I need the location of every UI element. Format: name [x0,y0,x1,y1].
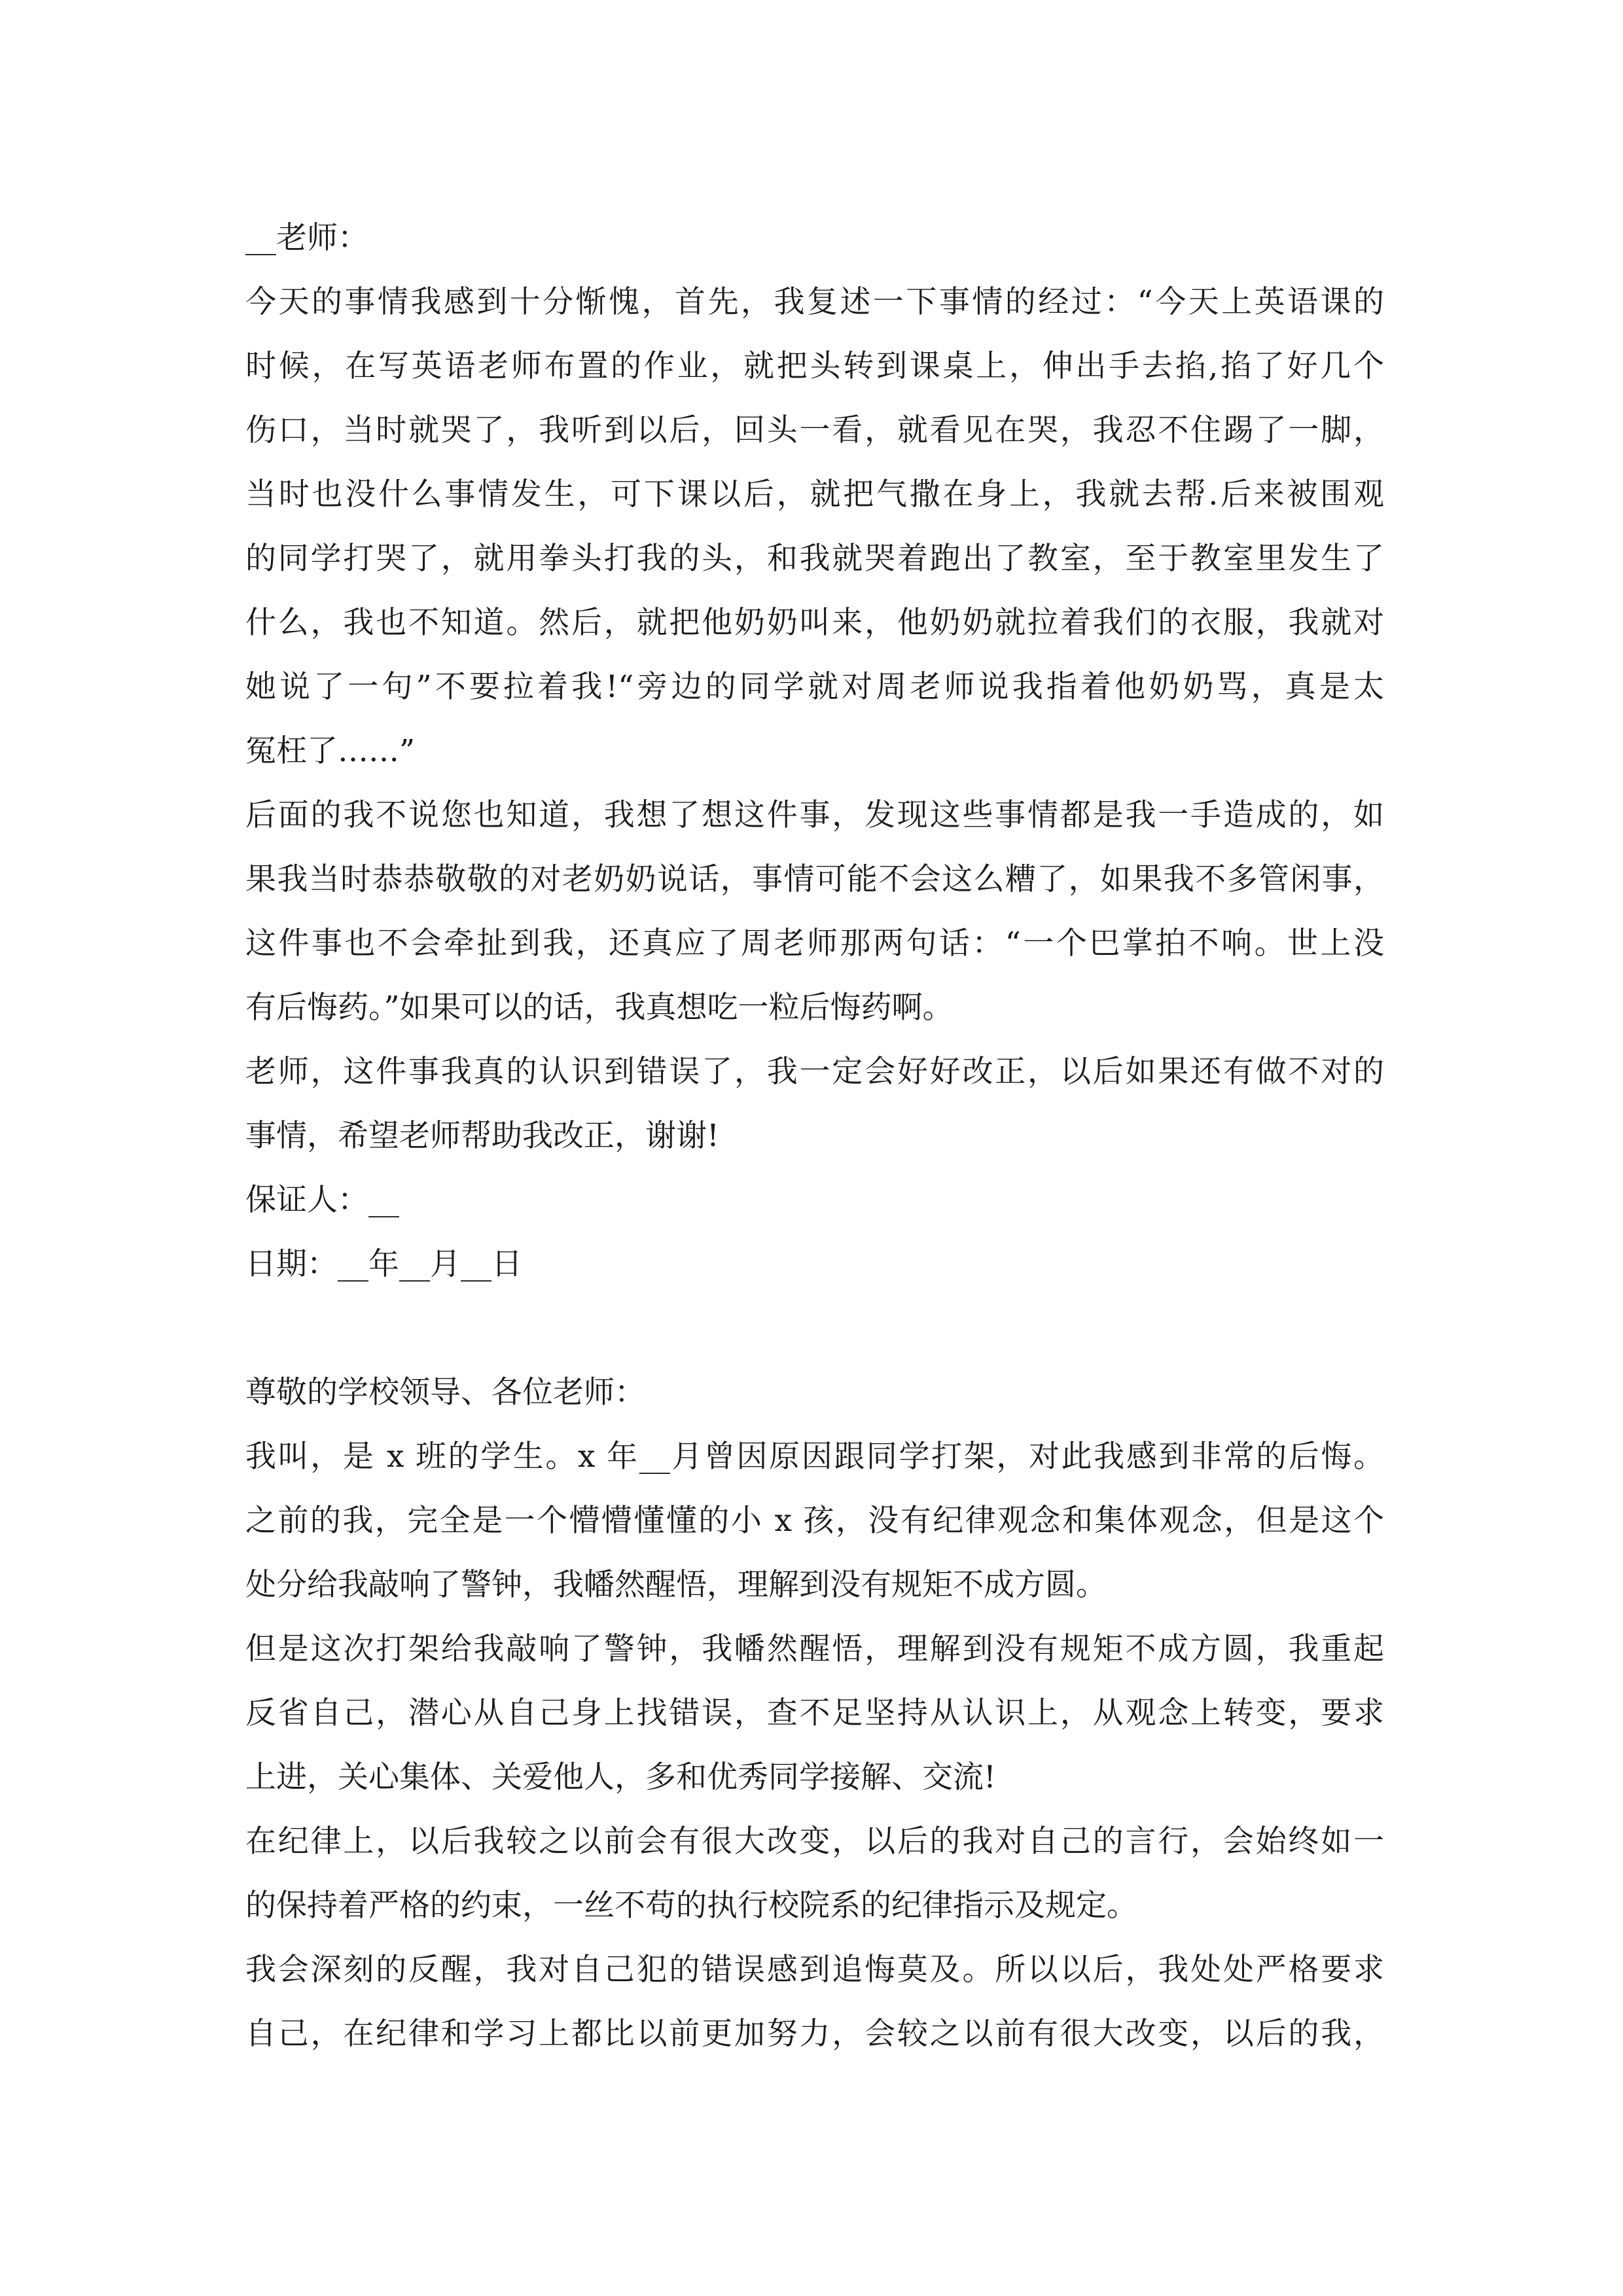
letter1-line: 伤口，当时就哭了，我听到以后，回头一看，就看见在哭，我忍不住踢了一脚， [245,412,1384,448]
letter2-line: 我会深刻的反醒，我对自己犯的错误感到追悔莫及。所以以后，我处处严格要求 [245,1952,1384,1988]
letter2-line: 自己，在纪律和学习上都比以前更加努力，会较之以前有很大改变，以后的我， [245,2016,1384,2052]
letter2-salutation: 尊敬的学校领导、各位老师： [245,1374,645,1410]
letter1-guarantor: 保证人：__ [245,1182,399,1218]
letter1-line: 冤枉了……” [245,733,416,769]
letter1-salutation: __老师： [245,220,368,256]
letter2-line: 的保持着严格的约束，一丝不苟的执行校院系的纪律指示及规定。 [245,1888,1137,1924]
letter1-line: 这件事也不会牵扯到我，还真应了周老师那两句话：“一个巴掌拍不响。世上没 [245,925,1384,961]
letter2-line: 我叫，是 x 班的学生。x 年__月曾因原因跟同学打架，对此我感到非常的后悔。 [245,1439,1384,1475]
letter1-line: 的同学打哭了，就用拳头打我的头，和我就哭着跑出了教室，至于教室里发生了 [245,541,1384,577]
letter2-line: 反省自己，潜心从自己身上找错误，查不足坚持从认识上，从观念上转变，要求 [245,1695,1384,1731]
section-gap [245,1297,1384,1361]
letter2-line: 在纪律上，以后我较之以前会有很大改变，以后的我对自己的言行，会始终如一 [245,1823,1384,1859]
letter2-line: 上进，关心集体、关爱他人，多和优秀同学接解、交流! [245,1759,996,1795]
letter1-line: 果我当时恭恭敬敬的对老奶奶说话，事情可能不会这么糟了，如果我不多管闲事， [245,861,1384,897]
letter2-line: 但是这次打架给我敲响了警钟，我幡然醒悟，理解到没有规矩不成方圆，我重起 [245,1631,1384,1667]
letter1-line: 有后悔药。”如果可以的话，我真想吃一粒后悔药啊。 [245,990,954,1026]
letter1-line: 后面的我不说您也知道，我想了想这件事，发现这些事情都是我一手造成的，如 [245,797,1384,833]
letter1-line: 当时也没什么事情发生，可下课以后，就把气撒在身上，我就去帮.后来被围观 [245,476,1384,512]
document-page [245,206,1384,2066]
letter1-line: 她说了一句”不要拉着我!“旁边的同学就对周老师说我指着他奶奶骂，真是太 [245,669,1384,705]
letter1-line: 老师，这件事我真的认识到错误了，我一定会好好改正，以后如果还有做不对的 [245,1054,1384,1090]
letter1-line: 什么，我也不知道。然后，就把他奶奶叫来，他奶奶就拉着我们的衣服，我就对 [245,605,1384,641]
letter1-line: 今天的事情我感到十分惭愧，首先，我复述一下事情的经过：“今天上英语课的 [245,284,1384,320]
letter2-line: 之前的我，完全是一个懵懵懂懂的小 x 孩，没有纪律观念和集体观念，但是这个 [245,1503,1384,1539]
letter1-line: 事情，希望老师帮助我改正，谢谢! [245,1118,719,1154]
letter1-date: 日期：__年__月__日 [245,1246,522,1282]
letter1-line: 时候，在写英语老师布置的作业，就把头转到课桌上，伸出手去掐,掐了好几个 [245,348,1384,384]
letter2-line: 处分给我敲响了警钟，我幡然醒悟，理解到没有规矩不成方圆。 [245,1567,1107,1603]
